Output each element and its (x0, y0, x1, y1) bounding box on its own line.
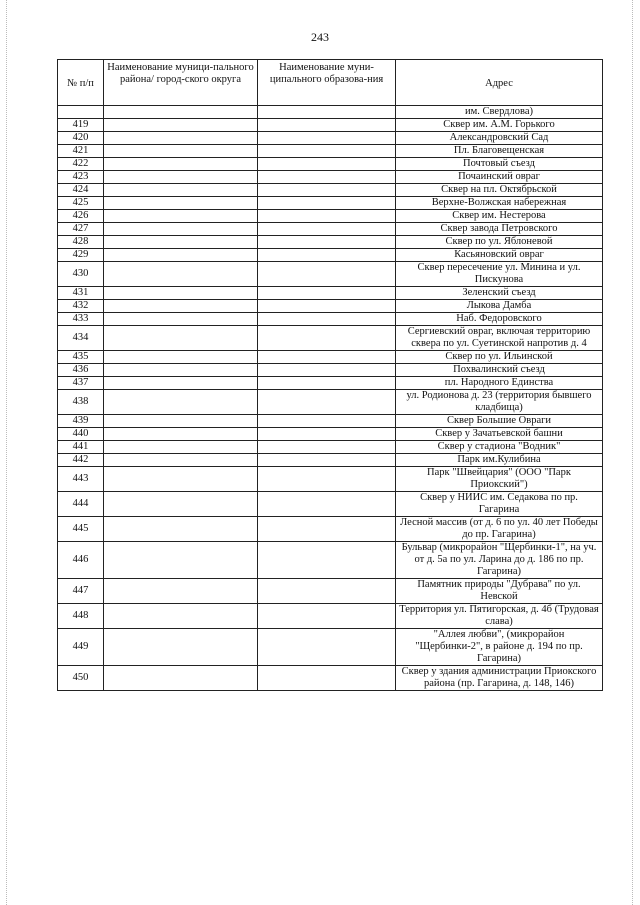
district-cell (104, 210, 258, 223)
table-row (58, 629, 603, 666)
formation-cell (258, 210, 396, 223)
formation-cell (258, 158, 396, 171)
page-number: 243 (311, 30, 329, 44)
formation-cell (258, 249, 396, 262)
row-number: 450 (58, 666, 104, 691)
row-address: Наб. Федоровского (396, 313, 603, 326)
row-address: пл. Народного Единства (396, 377, 603, 390)
formation-cell (258, 604, 396, 629)
district-cell (104, 666, 258, 691)
formation-cell (258, 441, 396, 454)
formation-cell (258, 300, 396, 313)
row-number: 434 (58, 326, 104, 351)
district-cell (104, 132, 258, 145)
formation-cell (258, 666, 396, 691)
formation-cell (258, 517, 396, 542)
formation-cell (258, 313, 396, 326)
row-number: 448 (58, 604, 104, 629)
row-address: Сергиевский овраг, включая территорию сквера по ул. Суетинской напротив д. 4 (396, 326, 603, 351)
row-number: 432 (58, 300, 104, 313)
row-number: 443 (58, 467, 104, 492)
table-row (58, 364, 603, 377)
table-row (58, 223, 603, 236)
row-address: Сквер им. А.М. Горького (396, 119, 603, 132)
table-row (58, 428, 603, 441)
row-address: Сквер пересечение ул. Минина и ул. Пискунова (396, 262, 603, 287)
row-number: 439 (58, 415, 104, 428)
row-number: 446 (58, 542, 104, 579)
table-row (58, 287, 603, 300)
formation-cell (258, 106, 396, 119)
district-cell (104, 236, 258, 249)
formation-cell (258, 287, 396, 300)
district-cell (104, 313, 258, 326)
district-cell (104, 300, 258, 313)
row-number: 421 (58, 145, 104, 158)
row-address: Сквер у Зачатьевской башни (396, 428, 603, 441)
formation-cell (258, 262, 396, 287)
table-row (58, 542, 603, 579)
table-row (58, 197, 603, 210)
row-address: Пл. Благовещенская (396, 145, 603, 158)
district-cell (104, 579, 258, 604)
row-address: Почаинский овраг (396, 171, 603, 184)
row-number: 426 (58, 210, 104, 223)
header-num: № п/п (58, 60, 104, 106)
table-row (58, 210, 603, 223)
table-row (58, 326, 603, 351)
row-address: Сквер завода Петровского (396, 223, 603, 236)
formation-cell (258, 467, 396, 492)
district-cell (104, 454, 258, 467)
district-cell (104, 467, 258, 492)
formation-cell (258, 223, 396, 236)
district-cell (104, 184, 258, 197)
table-row (58, 249, 603, 262)
table-row (58, 467, 603, 492)
district-cell (104, 223, 258, 236)
row-number: 442 (58, 454, 104, 467)
formation-cell (258, 145, 396, 158)
row-address: Касьяновский овраг (396, 249, 603, 262)
row-address: "Аллея любви", (микрорайон "Щербинки-2", в районе д. 194 по пр. Гагарина) (396, 629, 603, 666)
header-address: Адрес (396, 60, 603, 106)
table-row (58, 517, 603, 542)
district-cell (104, 629, 258, 666)
district-cell (104, 249, 258, 262)
formation-cell (258, 492, 396, 517)
row-address: Верхне-Волжская набережная (396, 197, 603, 210)
table-row (58, 184, 603, 197)
row-address: Александровский Сад (396, 132, 603, 145)
table-row (58, 132, 603, 145)
row-address: Сквер у стадиона "Водник" (396, 441, 603, 454)
district-cell (104, 287, 258, 300)
district-cell (104, 145, 258, 158)
district-cell (104, 441, 258, 454)
row-number: 424 (58, 184, 104, 197)
row-number: 447 (58, 579, 104, 604)
row-number: 436 (58, 364, 104, 377)
table-row (58, 145, 603, 158)
row-number: 423 (58, 171, 104, 184)
header-formation: Наименование муни-ципального образова-ния (258, 60, 396, 106)
district-cell (104, 158, 258, 171)
row-number: 422 (58, 158, 104, 171)
row-number: 427 (58, 223, 104, 236)
table-row (58, 604, 603, 629)
formation-cell (258, 351, 396, 364)
table-row (58, 171, 603, 184)
row-number: 429 (58, 249, 104, 262)
formation-cell (258, 197, 396, 210)
district-cell (104, 364, 258, 377)
table-row (58, 415, 603, 428)
district-cell (104, 492, 258, 517)
row-number: 437 (58, 377, 104, 390)
continuation-row (58, 106, 603, 119)
row-address: Сквер у здания администрации Приокского района (пр. Гагарина, д. 148, 146) (396, 666, 603, 691)
row-address: Бульвар (микрорайон "Щербинки-1", на уч. от д. 5а по ул. Ларина до д. 186 по пр. Гагарина) (396, 542, 603, 579)
district-cell (104, 542, 258, 579)
row-address: Зеленский съезд (396, 287, 603, 300)
row-number: 428 (58, 236, 104, 249)
formation-cell (258, 377, 396, 390)
formation-cell (258, 171, 396, 184)
row-address: Парк им.Кулибина (396, 454, 603, 467)
row-number: 449 (58, 629, 104, 666)
district-cell (104, 604, 258, 629)
row-number: 430 (58, 262, 104, 287)
table-row (58, 158, 603, 171)
row-number: 435 (58, 351, 104, 364)
row-address: Лыкова Дамба (396, 300, 603, 313)
row-address: Сквер по ул. Ильинской (396, 351, 603, 364)
district-cell (104, 390, 258, 415)
table-row (58, 313, 603, 326)
table-row (58, 666, 603, 691)
row-address: ул. Родионова д. 23 (территория бывшего кладбища) (396, 390, 603, 415)
table-row (58, 262, 603, 287)
row-address: Парк "Швейцария" (ООО "Парк Приокский") (396, 467, 603, 492)
table-header-row (58, 60, 603, 106)
row-number: 438 (58, 390, 104, 415)
formation-cell (258, 542, 396, 579)
table-row (58, 492, 603, 517)
district-cell (104, 119, 258, 132)
table-row (58, 351, 603, 364)
row-address: Сквер на пл. Октябрьской (396, 184, 603, 197)
row-number: 441 (58, 441, 104, 454)
district-cell (104, 262, 258, 287)
district-cell (104, 351, 258, 364)
header-district: Наименование муници-пального района/ город-ского округа (104, 60, 258, 106)
formation-cell (258, 364, 396, 377)
row-address: Почтовый съезд (396, 158, 603, 171)
district-cell (104, 377, 258, 390)
table-row (58, 236, 603, 249)
row-number: 440 (58, 428, 104, 441)
table-row (58, 441, 603, 454)
district-cell (104, 415, 258, 428)
table-row (58, 579, 603, 604)
row-address: Сквер Большие Овраги (396, 415, 603, 428)
row-number: 425 (58, 197, 104, 210)
row-address: Сквер по ул. Яблоневой (396, 236, 603, 249)
table-row (58, 377, 603, 390)
table-row (58, 390, 603, 415)
district-cell (104, 106, 258, 119)
row-number: 445 (58, 517, 104, 542)
formation-cell (258, 236, 396, 249)
continuation-num (58, 106, 104, 119)
district-cell (104, 428, 258, 441)
formation-cell (258, 326, 396, 351)
formation-cell (258, 629, 396, 666)
formation-cell (258, 119, 396, 132)
scan-edge-left (6, 0, 8, 905)
row-number: 444 (58, 492, 104, 517)
formation-cell (258, 184, 396, 197)
row-number: 420 (58, 132, 104, 145)
row-address: Лесной массив (от д. 6 по ул. 40 лет Победы до пр. Гагарина) (396, 517, 603, 542)
row-number: 419 (58, 119, 104, 132)
row-address: Памятник природы "Дубрава" по ул. Невской (396, 579, 603, 604)
formation-cell (258, 390, 396, 415)
register-table (57, 59, 603, 691)
row-number: 433 (58, 313, 104, 326)
row-number: 431 (58, 287, 104, 300)
row-address: Похвалинский съезд (396, 364, 603, 377)
formation-cell (258, 454, 396, 467)
district-cell (104, 197, 258, 210)
district-cell (104, 326, 258, 351)
continuation-address: им. Свердлова) (396, 106, 603, 119)
table-row (58, 454, 603, 467)
formation-cell (258, 428, 396, 441)
row-address: Сквер им. Нестерова (396, 210, 603, 223)
formation-cell (258, 132, 396, 145)
row-address: Территория ул. Пятигорская, д. 4б (Трудовая слава) (396, 604, 603, 629)
scan-edge-right (632, 0, 634, 905)
district-cell (104, 171, 258, 184)
table-row (58, 119, 603, 132)
district-cell (104, 517, 258, 542)
formation-cell (258, 415, 396, 428)
formation-cell (258, 579, 396, 604)
table-row (58, 300, 603, 313)
row-address: Сквер у НИИС им. Седакова по пр. Гагарина (396, 492, 603, 517)
